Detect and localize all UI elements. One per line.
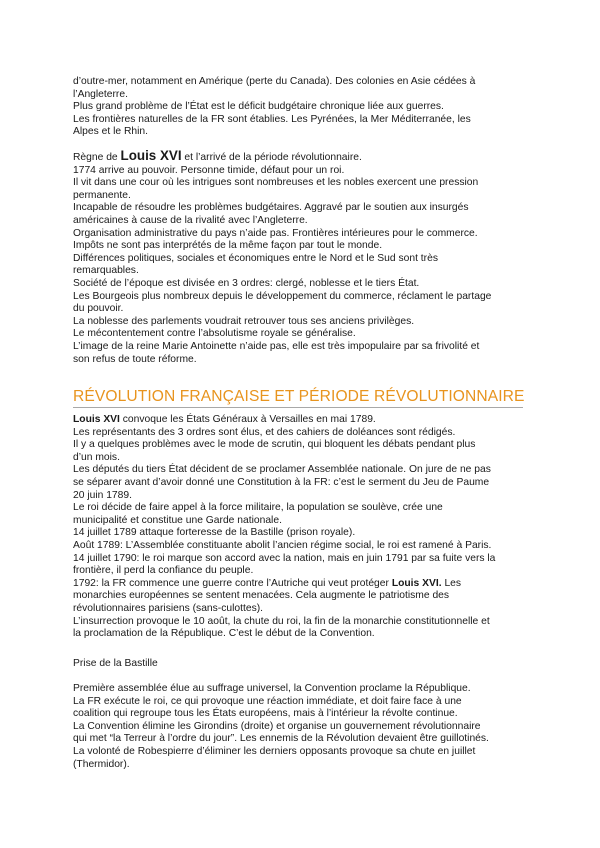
louis-xvi-name: Louis XVI.	[391, 577, 442, 589]
text-line: révolutionnaires parisiens (sans-culottes).	[73, 602, 264, 614]
text-line: coalition qui regroupe tous les États européens, mais à l’intérieur la révolte continue.	[73, 708, 458, 720]
text-line: frontière, il perd la confiance du peuple.	[73, 565, 254, 577]
text-segment: convoque les États Généraux à Versailles en mai 1789.	[119, 414, 376, 425]
text-line: Août 1789: L’Assemblée constituante abolit l’ancien régime social, le roi est ramené à Paris.	[73, 539, 492, 551]
text-line: Impôts ne sont pas interprétés de la même façon par tout le monde.	[73, 240, 383, 252]
text-line	[73, 578, 529, 591]
text-line: Le roi décide de faire appel à la force militaire, la population se soulève, crée une	[73, 502, 443, 514]
text-line: La volonté de Robespierre d’éliminer les derniers opposants provoque sa chute en juillet	[73, 745, 476, 757]
text-line: Incapable de résoudre les problèmes budgétaires. Aggravé par le soutien aux insurgés	[73, 202, 469, 214]
text-line	[73, 414, 529, 427]
text-line: municipalité et constitue une Garde nationale.	[73, 514, 282, 526]
text-line: L’insurrection provoque le 10 août, la chute du roi, la fin de la monarchie constitutionnelle et	[73, 615, 490, 627]
text-line: Le mécontentement contre l’absolutisme royale se généralise.	[73, 328, 356, 340]
text-line: La noblesse des parlements voudrait retrouver tous ses anciens privilèges.	[73, 315, 415, 327]
text-line: 14 juillet 1790: le roi marque son accord avec la nation, mais en juin 1791 par sa fuite vers la	[73, 552, 496, 564]
text-line: la proclamation de la République. C’est le début de la Convention.	[73, 628, 375, 640]
caption-bastille	[73, 658, 529, 671]
text-line: Il y a quelques problèmes avec le mode de scrutin, qui bloquent les débats pendant plus	[73, 439, 476, 451]
text-line: remarquables.	[73, 265, 139, 277]
text-line: Alpes et le Rhin.	[73, 126, 148, 138]
text-line: Il vit dans une cour où les intrigues sont nombreuses et les nobles exercent une pression	[73, 177, 479, 189]
text-line: d’outre-mer, notamment en Amérique (perte du Canada). Des colonies en Asie cédées à	[73, 76, 476, 87]
paragraph-revolution	[73, 414, 529, 641]
text-line: l’Angleterre.	[73, 88, 128, 100]
text-line: d’un mois.	[73, 451, 120, 463]
paragraph-convention	[73, 683, 529, 771]
text-line: Les représentants des 3 ordres sont élus, et des cahiers de doléances sont rédigés.	[73, 426, 456, 438]
text-line	[73, 150, 529, 165]
text-line: Organisation administrative du pays n’aide pas. Frontières intérieures pour le commerce.	[73, 227, 478, 239]
text-line: 1774 arrive au pouvoir. Personne timide, défaut pour un roi.	[73, 164, 345, 176]
section-heading: RÉVOLUTION FRANÇAISE ET PÉRIODE RÉVOLUTIONNAIRE	[73, 387, 525, 405]
text-line: La Convention élimine les Girondins (droite) et organise un gouvernement révolutionnaire	[73, 720, 481, 732]
text-line: Plus grand problème de l’État est le déficit budgétaire chronique liée aux guerres.	[73, 101, 444, 113]
text-segment: et l’arrivé de la période révolutionnaire.	[181, 152, 362, 163]
text-line: du pouvoir.	[73, 303, 124, 315]
text-line: américaines à cause de la rivalité avec l’Angleterre.	[73, 214, 308, 226]
text-line: 20 juin 1789.	[73, 489, 132, 501]
text-line: Les frontières naturelles de la FR sont établies. Les Pyrénées, la Mer Méditerranée, les	[73, 113, 471, 125]
text-segment: Les	[441, 577, 462, 589]
text-line: Les Bourgeois plus nombreux depuis le développement du commerce, réclament le partage	[73, 290, 492, 302]
text-line: se séparer avant d’avoir donné une Constitution à la FR: c’est le serment du Jeu de Paume	[73, 476, 490, 488]
text-line: monarchies européennes se sentent menacées. Cela augmente le patriotisme des	[73, 590, 450, 602]
text-line: Les députés du tiers État décident de se proclamer Assemblée nationale. On jure de ne pas	[73, 464, 491, 476]
text-line: qui met “la Terreur à l’ordre du jour”. Les ennemis de la Révolution devaient être guillotinés.	[73, 733, 489, 745]
text-line: Prise de la Bastille	[73, 658, 158, 669]
paragraph-louis-xvi-reign	[73, 150, 529, 366]
text-line: Société de l’époque est divisée en 3 ordres: clergé, noblesse et le tiers État.	[73, 277, 420, 289]
text-line: L’image de la reine Marie Antoinette n’aide pas, elle est très impopulaire par sa frivolité et	[73, 340, 480, 352]
text-line: Première assemblée élue au suffrage universel, la Convention proclame la République.	[73, 683, 471, 694]
paragraph-colonies	[73, 76, 529, 139]
text-line: (Thermidor).	[73, 758, 130, 770]
text-line: La FR exécute le roi, ce qui provoque une réaction immédiate, et doit faire face à une	[73, 695, 462, 707]
text-line: permanente.	[73, 189, 131, 201]
text-line: son refus de toute réforme.	[73, 353, 197, 365]
text-line: Différences politiques, sociales et économiques entre le Nord et le Sud sont très	[73, 252, 438, 264]
heading-divider	[73, 407, 523, 408]
louis-xvi-name: Louis XVI	[73, 414, 120, 425]
text-segment: Règne de	[73, 152, 121, 163]
text-segment: 1792: la FR commence une guerre contre l’Autriche qui veut protéger	[73, 577, 392, 589]
louis-xvi-name: Louis XVI	[120, 148, 182, 163]
text-line: 14 juillet 1789 attaque forteresse de la Bastille (prison royale).	[73, 527, 356, 539]
